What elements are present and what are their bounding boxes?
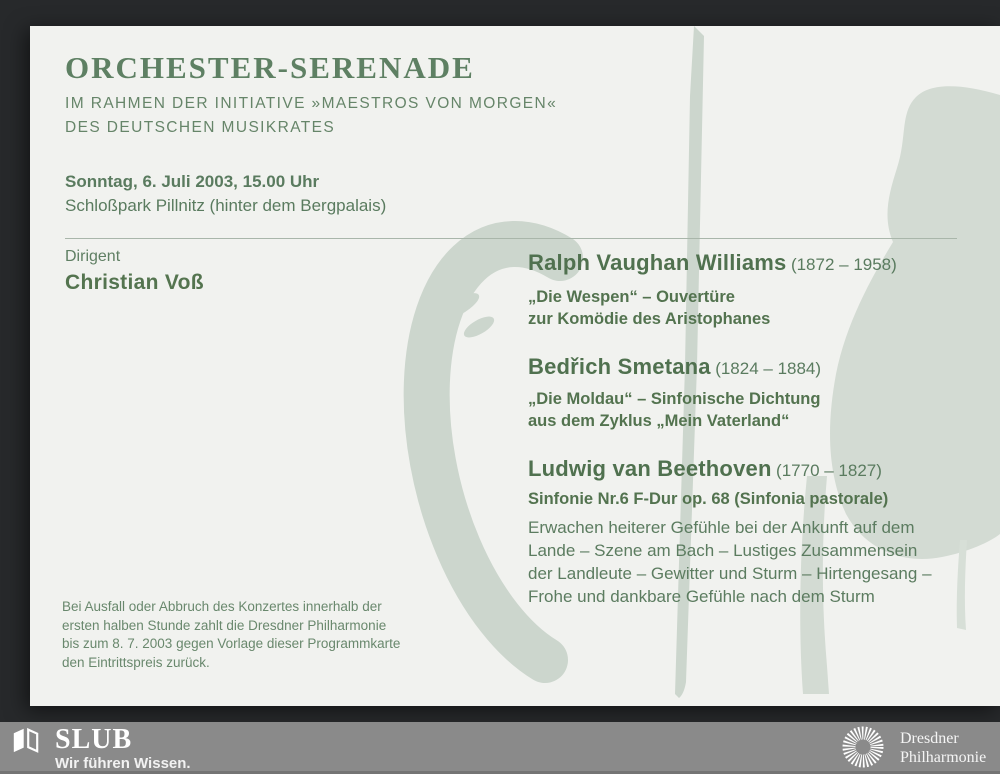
divider-line [65, 238, 957, 239]
composer-name: Ludwig van Beethoven [528, 456, 772, 481]
movement-line: der Landleute – Gewitter und Sturm – Hirtengesang – [528, 564, 932, 583]
composer-heading [528, 456, 998, 482]
movement-line: Lande – Szene am Bach – Lustiges Zusammensein [528, 541, 918, 560]
subtitle-line-1: IM RAHMEN DER INITIATIVE »MAESTROS VON MORGEN« [65, 95, 558, 112]
composer-dates: (1770 – 1827) [776, 461, 882, 480]
work-movements [528, 516, 998, 608]
concert-datetime: Sonntag, 6. Juli 2003, 15.00 Uhr [65, 172, 320, 191]
work-line: „Die Wespen“ – Ouvertüre [528, 288, 735, 306]
philharmonie-text [900, 727, 986, 767]
cancellation-note [62, 598, 400, 672]
work-line: zur Komödie des Aristophanes [528, 310, 771, 328]
philharmonie-starburst-icon [840, 724, 886, 770]
slub-tagline: Wir führen Wissen. [55, 755, 191, 772]
page-title: ORCHESTER-SERENADE [65, 50, 475, 85]
concert-venue: Schloßpark Pillnitz (hinter dem Bergpalais) [65, 196, 387, 215]
conductor-name: Christian Voß [65, 271, 204, 294]
slub-text [55, 726, 191, 772]
work-line: aus dem Zyklus „Mein Vaterland“ [528, 412, 790, 430]
composer-name: Bedřich Smetana [528, 354, 711, 379]
conductor-label: Dirigent [65, 248, 121, 265]
note-line: bis zum 8. 7. 2003 gegen Vorlage dieser Programmkarte [62, 636, 401, 651]
branding-footer [0, 722, 1000, 774]
work-title [528, 488, 998, 510]
composer-heading [528, 250, 998, 276]
movement-line: Frohe und dankbare Gefühle nach dem Sturm [528, 587, 875, 606]
slub-name: SLUB [55, 724, 133, 755]
work-title [528, 286, 998, 330]
program-card [30, 26, 1000, 706]
composer-name: Ralph Vaughan Williams [528, 250, 787, 275]
philharmonie-logo[interactable] [840, 724, 986, 770]
composer-heading [528, 354, 998, 380]
note-line: ersten halben Stunde zahlt die Dresdner Philharmonie [62, 617, 387, 633]
philharmonie-line-2: Philharmonie [900, 749, 987, 766]
slub-book-icon [12, 726, 39, 753]
work-line: „Die Moldau“ – Sinfonische Dichtung [528, 390, 821, 408]
work-line: Sinfonie Nr.6 F-Dur op. 68 (Sinfonia pastorale) [528, 490, 889, 508]
movement-line: Erwachen heiterer Gefühle bei der Ankunft auf dem [528, 518, 915, 537]
note-line: den Eintrittspreis zurück. [62, 654, 210, 670]
work-title [528, 388, 998, 432]
note-line: Bei Ausfall oder Abbruch des Konzertes innerhalb der [62, 599, 382, 614]
philharmonie-line-1: Dresdner [900, 730, 959, 747]
subtitle-line-2: DES DEUTSCHEN MUSIKRATES [65, 119, 336, 136]
composer-dates: (1824 – 1884) [715, 359, 822, 378]
composer-dates: (1872 – 1958) [790, 255, 897, 274]
slub-logo[interactable] [12, 726, 191, 772]
subtitle [65, 92, 557, 140]
